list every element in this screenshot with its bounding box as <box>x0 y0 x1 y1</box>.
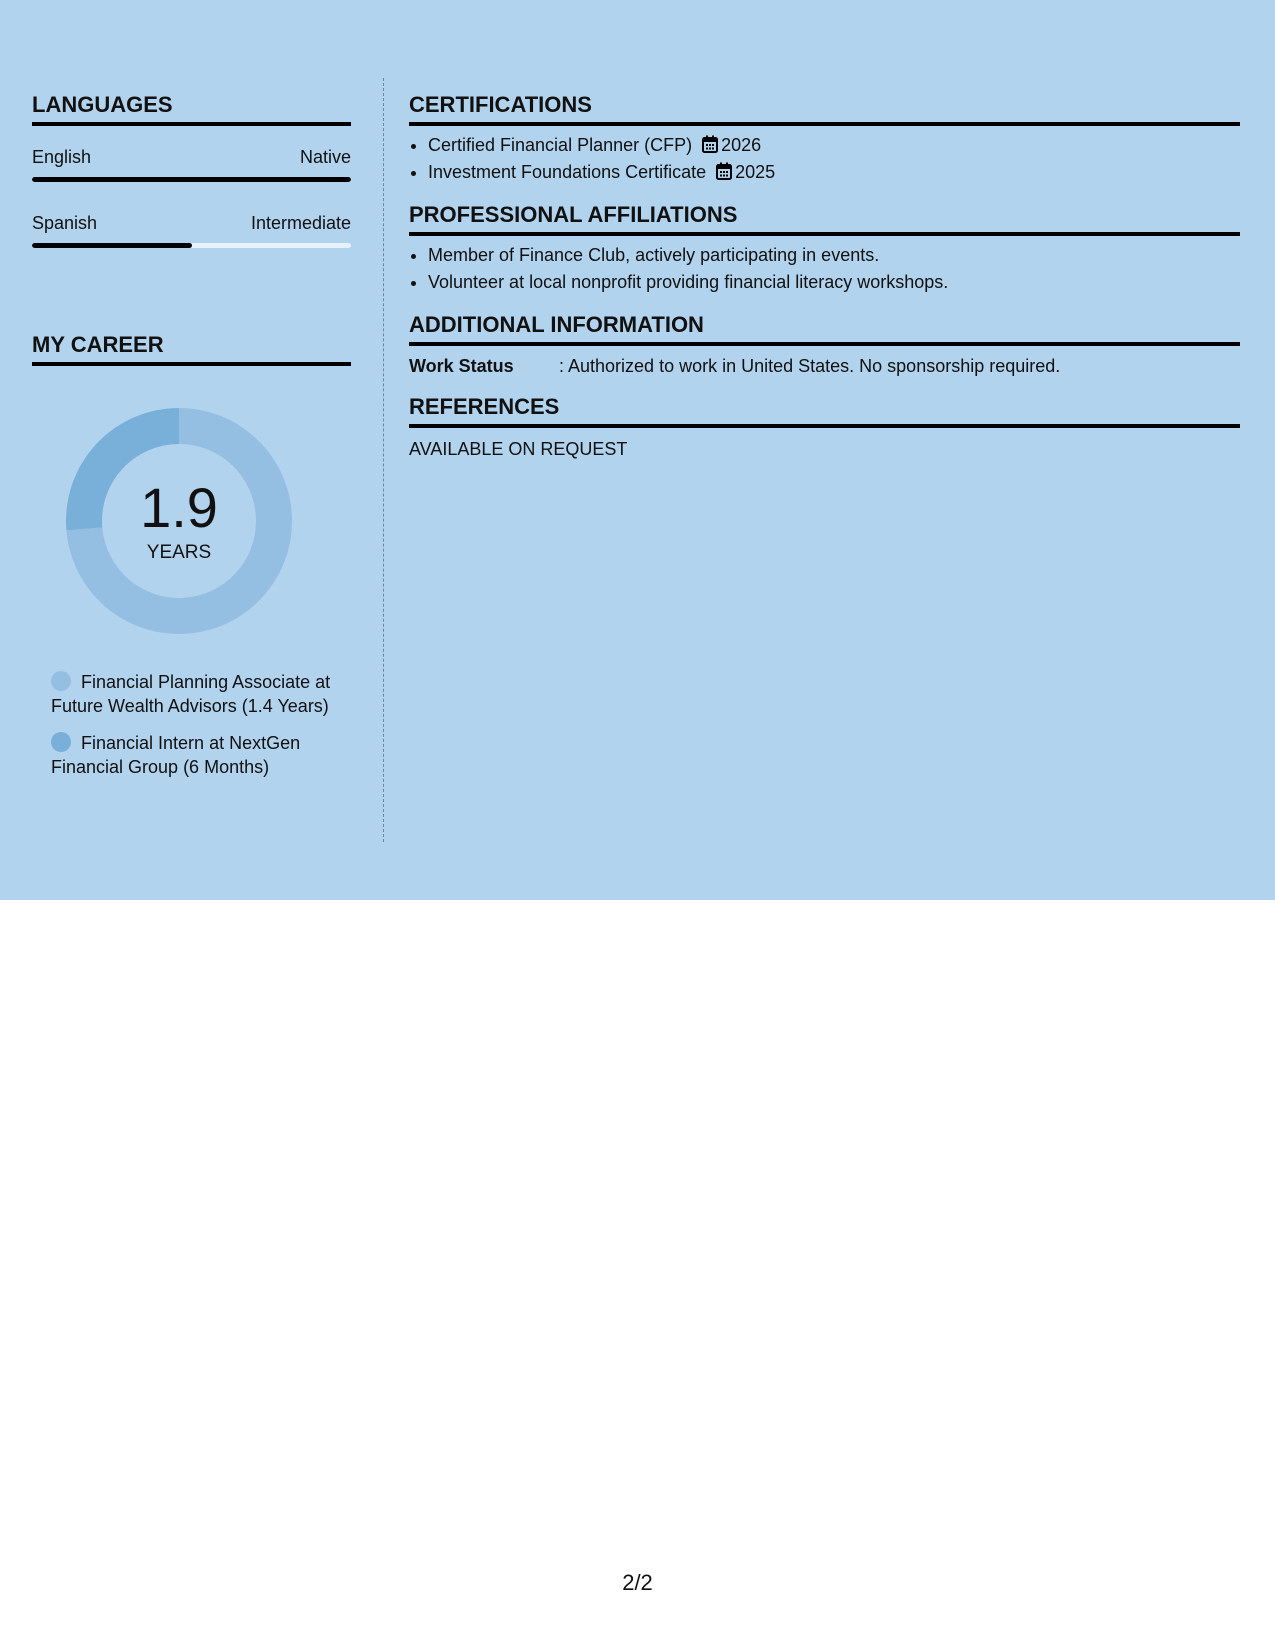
language-proficiency-bar <box>32 243 351 248</box>
references-text: AVAILABLE ON REQUEST <box>409 439 628 459</box>
career-donut-chart <box>66 408 292 634</box>
career-legend <box>51 670 341 779</box>
certification-name: Certified Financial Planner (CFP) <box>428 135 693 155</box>
language-proficiency-fill <box>32 177 351 182</box>
certifications-section <box>409 92 1240 186</box>
certifications-heading: CERTIFICATIONS <box>409 92 1240 126</box>
certification-item <box>428 159 1240 186</box>
language-item-english <box>32 146 351 182</box>
calendar-icon <box>716 162 732 180</box>
language-proficiency-bar <box>32 177 351 182</box>
certification-year: 2026 <box>721 135 762 155</box>
career-section <box>32 332 351 792</box>
legend-dot-icon <box>51 732 71 752</box>
column-divider <box>383 78 384 842</box>
page-number: 2/2 <box>622 1570 653 1595</box>
language-level: Intermediate <box>250 213 351 233</box>
affiliation-item: • Volunteer at local nonprofit providing financial literacy workshops. <box>428 269 1240 296</box>
references-heading: REFERENCES <box>409 394 1240 428</box>
work-status-row <box>409 354 1240 378</box>
legend-dot-icon <box>51 671 71 691</box>
work-status-label: Work Status <box>409 356 514 376</box>
career-heading: MY CAREER <box>32 332 351 366</box>
career-total-unit: YEARS <box>146 542 212 563</box>
calendar-icon <box>702 135 718 153</box>
references-section <box>409 394 1240 461</box>
certification-name: Investment Foundations Certificate <box>428 162 707 182</box>
work-status-value: : Authorized to work in United States. No sponsorship required. <box>559 356 1061 376</box>
left-column <box>32 92 351 777</box>
career-legend-item <box>51 731 341 779</box>
language-proficiency-fill <box>32 243 192 248</box>
affiliations-heading: PROFESSIONAL AFFILIATIONS <box>409 202 1240 236</box>
languages-section <box>32 92 351 248</box>
career-role-label: Financial Intern at NextGen Financial Group (6 Months) <box>51 733 301 777</box>
affiliations-section <box>409 202 1240 296</box>
certification-item <box>428 132 1240 159</box>
additional-info-heading: ADDITIONAL INFORMATION <box>409 312 1240 346</box>
career-total-value: 1.9 <box>140 476 218 539</box>
language-name: English <box>32 147 92 167</box>
additional-info-section <box>409 312 1240 378</box>
affiliations-list <box>409 242 1240 296</box>
languages-heading: LANGUAGES <box>32 92 351 126</box>
language-item-spanish <box>32 212 351 248</box>
certifications-list <box>409 132 1240 186</box>
language-name: Spanish <box>32 213 98 233</box>
career-role-label: Financial Planning Associate at Future Wealth Advisors (1.4 Years) <box>51 672 331 716</box>
career-legend-item <box>51 670 341 718</box>
right-column <box>409 92 1240 461</box>
certification-year: 2025 <box>735 162 776 182</box>
affiliation-item: • Member of Finance Club, actively participating in events. <box>428 242 1240 269</box>
language-level: Native <box>299 147 351 167</box>
